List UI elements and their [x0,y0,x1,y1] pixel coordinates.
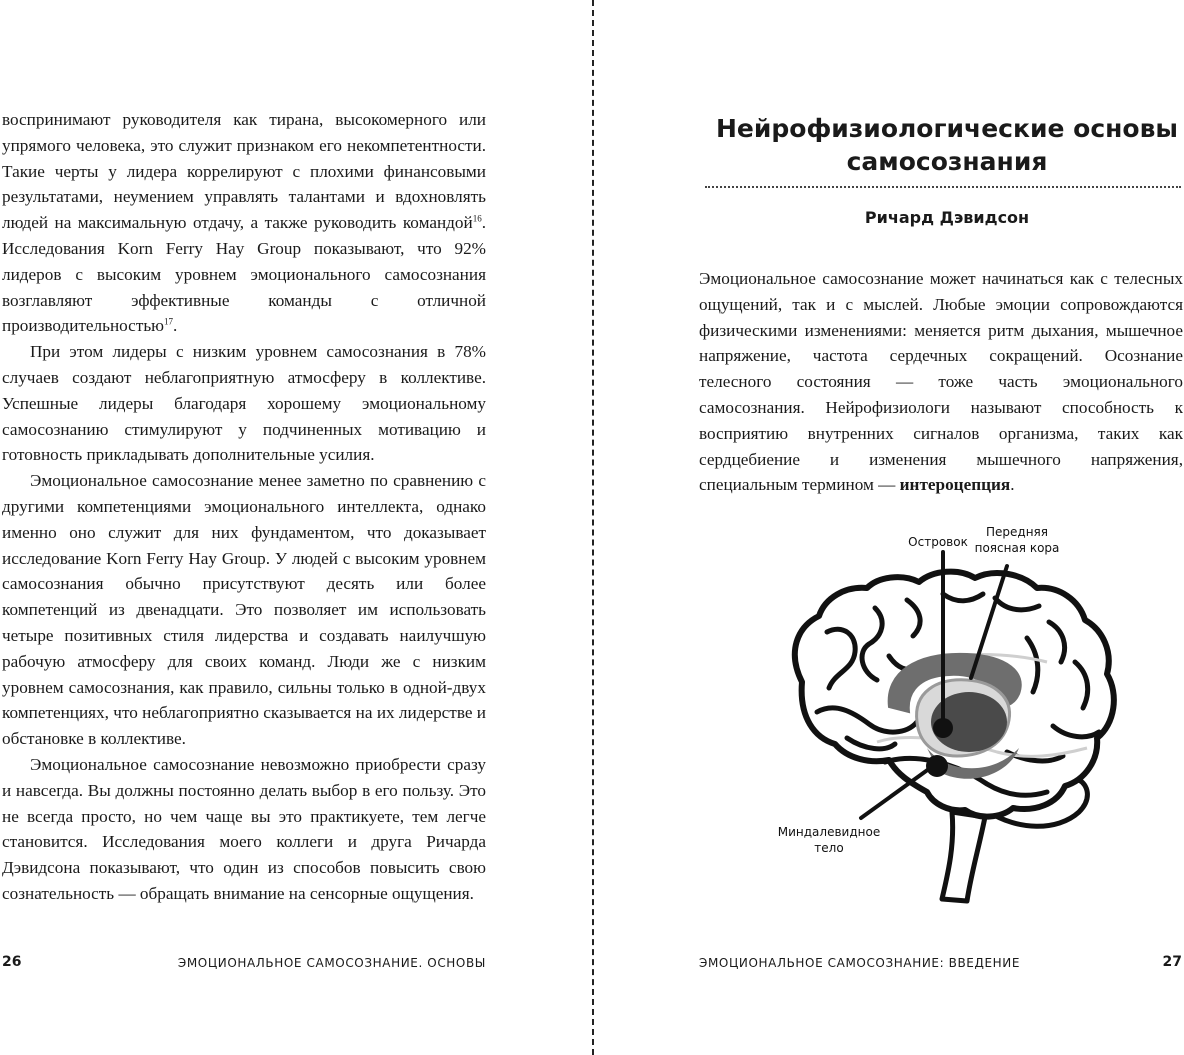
footnote-marker: 16 [472,213,482,224]
paragraph-main: Эмоциональное самосознание может начинаться как с телесных ощущений, так и с мыслей. Любые эмоции сопровождаются физическими изменениями: меняется ритм дыхания, мышечное напряжение, частота сердечных сокращений. Осознание телесного состояния — тоже часть эмоционального самосознания. Нейрофизиологи называют способность к восприятию внутренних сигналов организма, таких как сердцебиение и изменения мышечного напряжения, специальным термином — [699,269,1183,495]
right-running-footer: ЭМОЦИОНАЛЬНОЕ САМОСОЗНАНИЕ: ВВЕДЕНИЕ [699,956,1021,970]
paragraph-text: Эмоциональное самосознание невозможно приобрести сразу и навсегда. Вы должны постоянно делать выбор в его пользу. Это не всегда просто, но чем чаще вы это практикуете, тем легче становится. Исследования моего коллеги и друга Ричарда Дэвидсона показывают, что один из способов повысить свою сознательность — обращать внимание на сенсорные ощущения. [2,754,486,903]
left-paragraph [2,339,486,468]
left-paragraph [2,468,486,752]
page-divider [592,0,594,1055]
left-running-footer: ЭМОЦИОНАЛЬНОЕ САМОСОЗНАНИЕ. ОСНОВЫ [177,956,486,970]
label-insula: Островок [908,535,968,549]
paragraph-text: Эмоциональное самосознание менее заметно по сравнению с другими компетенциями эмоционального интеллекта, однако именно оно служит для них фундаментом, что доказывает исследование Korn Ferry Hay Group. У людей с высоким уровнем самосознания обычно присутствуют десять или более компетенций из двенадцати. Это позволяет им использовать четыре позитивных стиля лидерства и создавать наилучшую рабочую атмосферу для своих команд. Люди же с низким уровнем самосознания, как правило, сильны только в одной-двух компетенциях, что неблагоприятно сказывается на их лидерстве и обстановке в коллективе. [2,471,486,749]
section-title: Нейрофизиологические основы самосознания [715,114,1179,176]
label-acc-line2: поясная кора [974,541,1060,555]
right-body-text [699,266,1183,498]
brain-figure [757,512,1127,912]
label-acc-line1: Передняя [986,525,1048,539]
paragraph-end: . [1010,475,1015,495]
left-paragraph [2,752,486,907]
title-dotted-rule [705,186,1181,188]
label-amygdala [759,824,899,856]
right-page [597,0,1184,1055]
paragraph-text: . [173,316,178,336]
left-body-text [2,107,486,907]
term-interoception: интероцепция [899,475,1011,495]
paragraph-text: . Исследования Korn Ferry Hay Group показывают, что 92% лидеров с высоким уровнем эмоционального самосознания возглавляют эффективные команды с отличной производительностью [2,213,486,336]
label-amygdala-line2: тело [814,841,844,855]
brainstem [942,812,985,901]
insula-dot [933,718,953,738]
amygdala-dot [926,755,948,777]
section-author: Ричард Дэвидсон [864,208,1030,227]
right-page-number: 27 [1162,954,1182,970]
label-amygdala-line1: Миндалевидное [777,825,881,839]
left-paragraph [2,107,486,339]
left-page-number: 26 [2,954,22,970]
paragraph-text: воспринимают руководителя как тирана, высокомерного или упрямого человека, это служит признаком его некомпетентности. Такие черты у лидера коррелируют с плохими финансовыми результатами, неумением управлять талантами и вдохновлять людей на максимальную отдачу, а также руководить командой [2,110,486,233]
footnote-marker: 17 [164,316,174,327]
paragraph-text: При этом лидеры с низким уровнем самосознания в 78% случаев создают неблагоприятную атмосферу в коллективе. Успешные лидеры благодаря хорошему эмоциональному самосознанию стимулируют у подчиненных мотивацию и готовность прикладывать дополнительные усилия. [2,342,486,465]
left-page [0,0,590,1055]
label-anterior-cingulate [957,524,1077,556]
